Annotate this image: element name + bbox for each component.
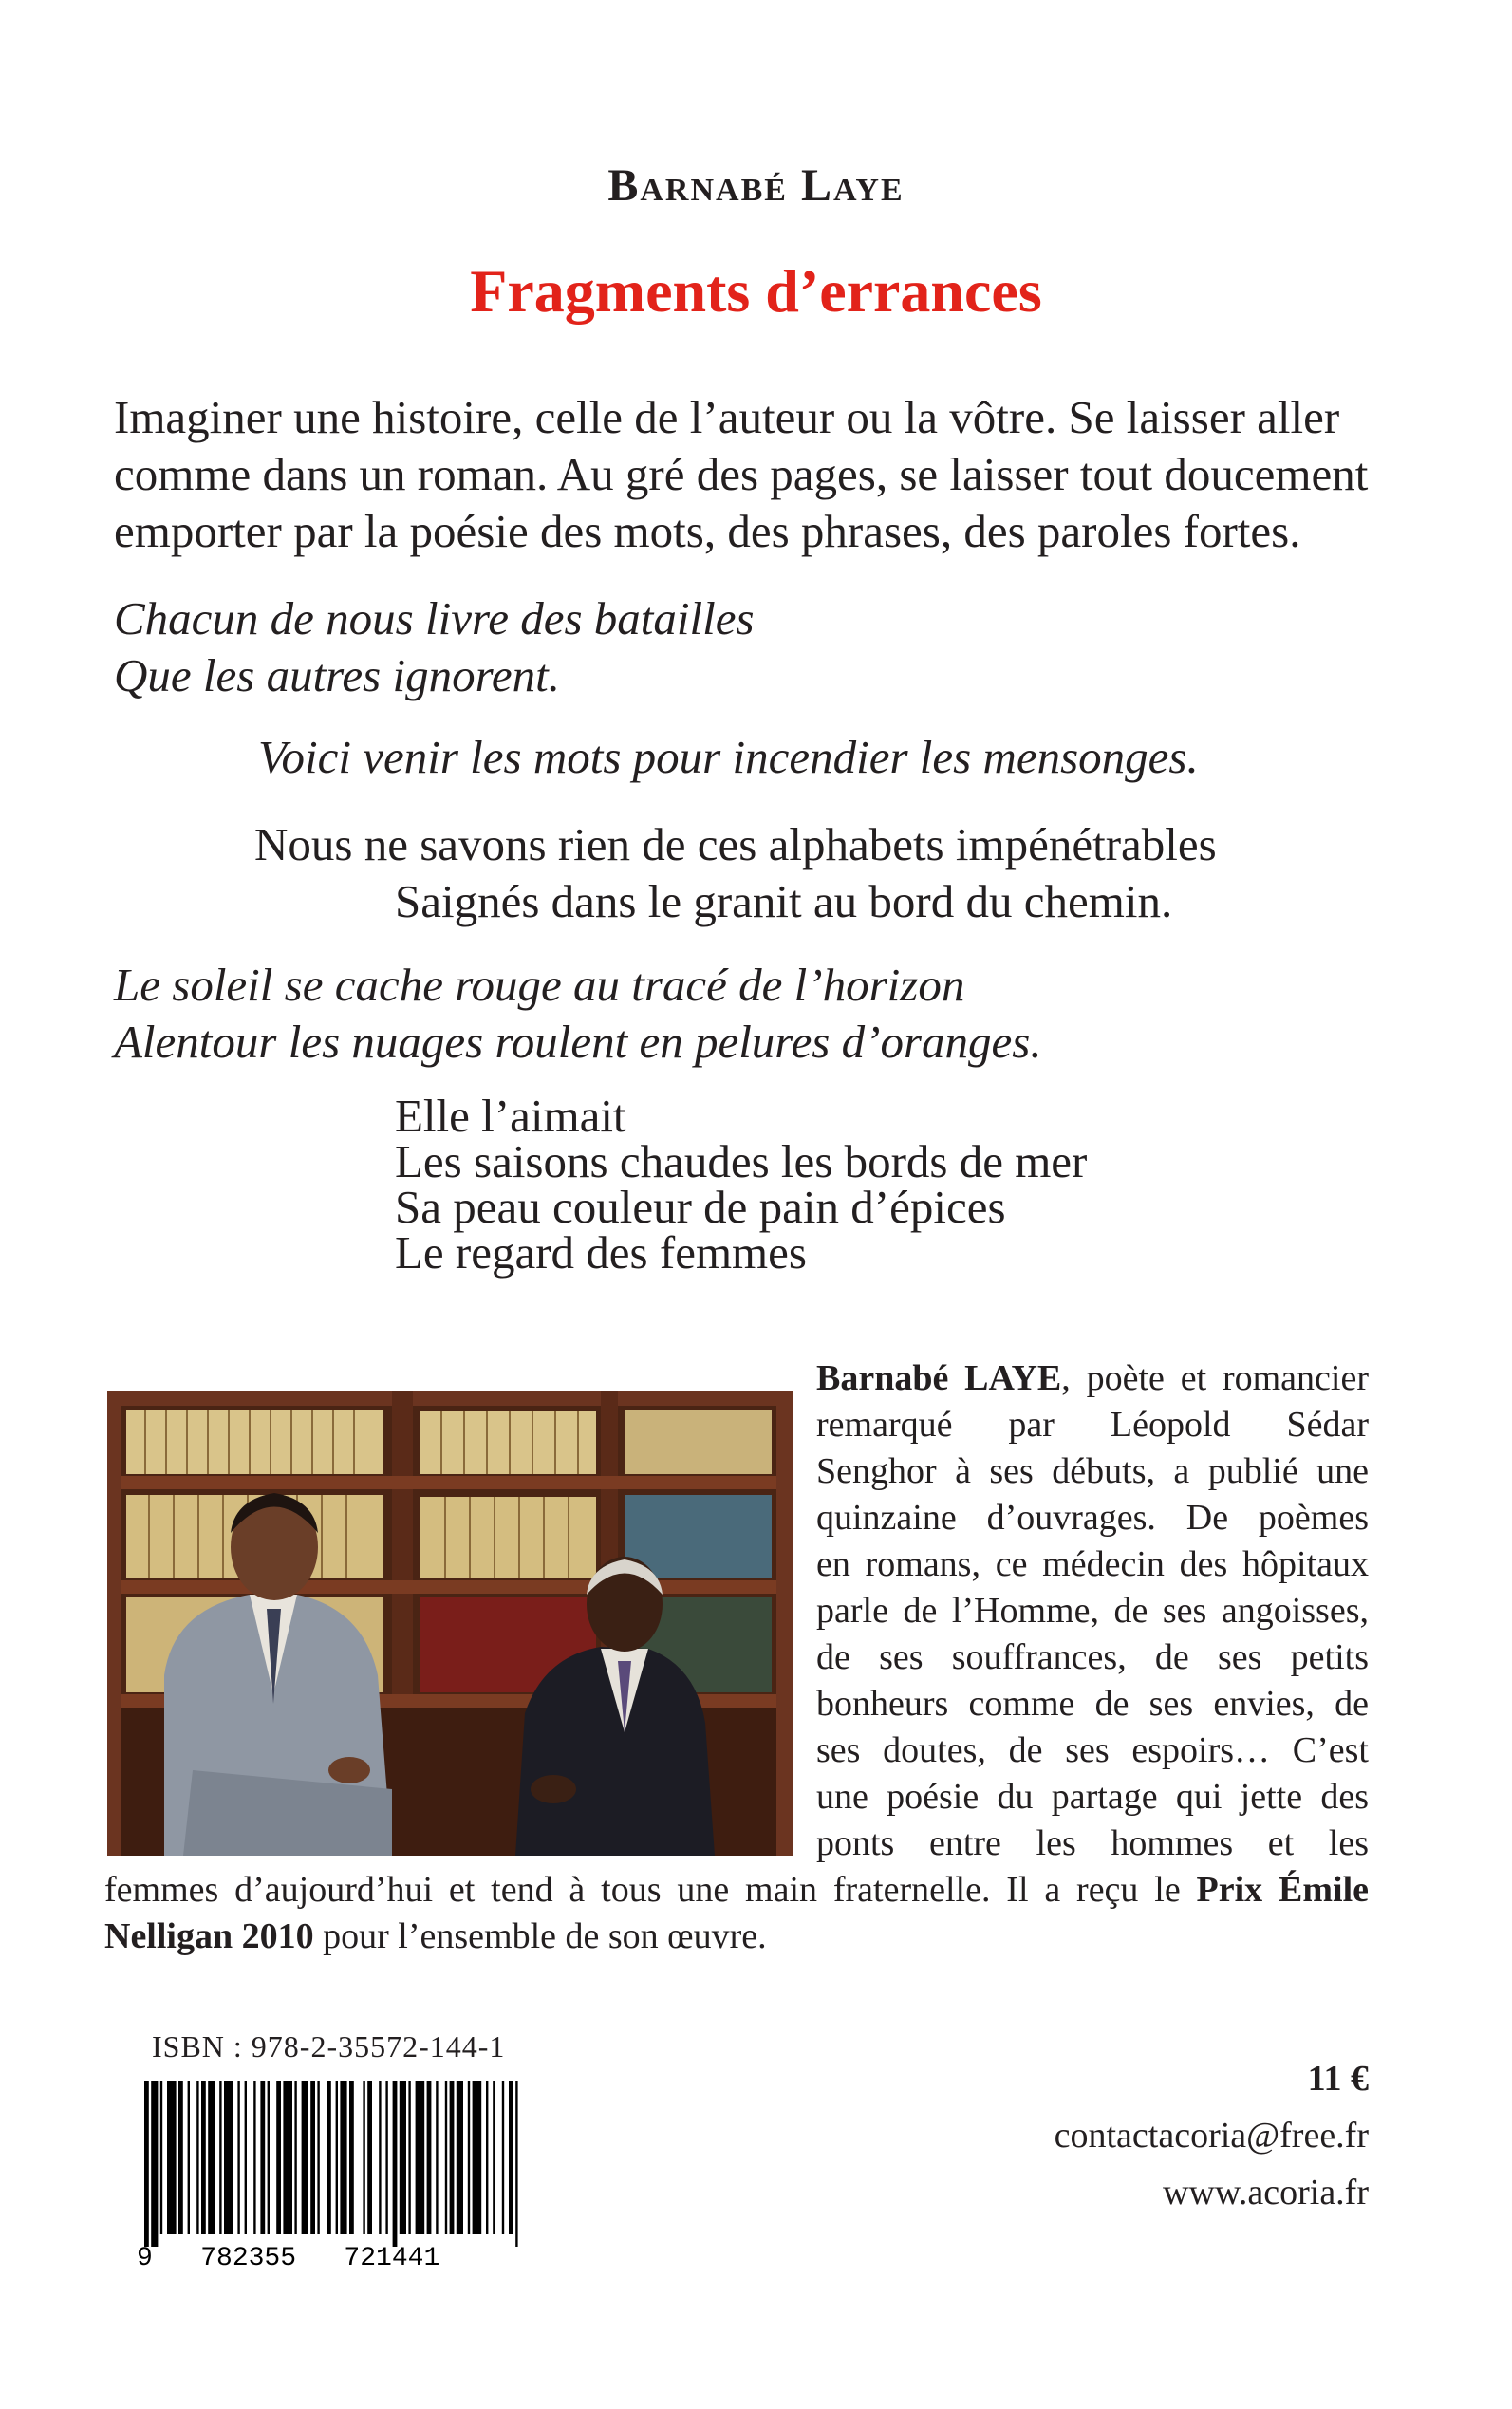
barcode-bar (224, 2081, 233, 2234)
bio-line: de ses souffrances, de ses petits (816, 1637, 1369, 1677)
bio-text: , poète et romancier (1061, 1358, 1369, 1398)
price: 11 € (1307, 2059, 1369, 2099)
bio-author-name: Barnabé LAYE (816, 1358, 1062, 1398)
barcode-bar (167, 2081, 177, 2234)
barcode-bar (340, 2081, 346, 2234)
barcode (133, 2081, 532, 2270)
poem-stanza-1 (114, 590, 755, 704)
poem-line: Nous ne savons rien de ces alphabets impénétrables (254, 818, 1217, 870)
barcode-bar (260, 2081, 265, 2234)
barcode-bar (302, 2081, 308, 2234)
barcode-bar (450, 2081, 455, 2234)
poem-stanza-4 (114, 957, 1042, 1071)
barcode-digits: 9 782355 721441 (137, 2244, 440, 2270)
bio-line: quinzaine d’ouvrages. De poèmes (816, 1498, 1369, 1538)
barcode-bar (457, 2081, 463, 2234)
poem-line: Que les autres ignorent. (114, 649, 560, 701)
barcode-bar (160, 2081, 162, 2234)
barcode-bar (367, 2081, 372, 2234)
barcode-bar (349, 2081, 354, 2234)
barcode-bar (445, 2081, 447, 2234)
author-photo (107, 1391, 793, 1856)
bio-text: pour l’ensemble de son œuvre. (313, 1916, 767, 1956)
barcode-bar (468, 2081, 470, 2234)
barcode-bar (379, 2081, 381, 2234)
barcode-bar (416, 2081, 425, 2234)
bio-line: bonheurs comme de ses envies, de (816, 1684, 1369, 1724)
barcode-bar (473, 2081, 482, 2234)
bio-line: ses doutes, de ses espoirs… C’est (816, 1730, 1369, 1770)
barcode-bar (283, 2081, 292, 2234)
barcode-bar (493, 2081, 495, 2234)
barcode-bar (336, 2081, 338, 2234)
barcode-bar (310, 2081, 315, 2234)
barcode-bar (515, 2081, 517, 2247)
bio-line (104, 1914, 1369, 1960)
barcode-bar (245, 2081, 247, 2234)
barcode-bar (436, 2081, 438, 2234)
barcode-bar (276, 2081, 281, 2234)
barcode-bar (151, 2081, 158, 2247)
bio-line (104, 1867, 1369, 1914)
barcode-bar (408, 2081, 410, 2234)
poem-line: Voici venir les mots pour incendier les mensonges. (258, 731, 1199, 783)
barcode-bar (196, 2081, 198, 2234)
bio-line: Senghor à ses débuts, a publié une (816, 1451, 1369, 1491)
barcode-bar (363, 2081, 364, 2234)
intro-line: emporter par la poésie des mots, des phrases, des paroles fortes. (114, 505, 1301, 557)
barcode-bar (178, 2081, 183, 2234)
bio-line (816, 1355, 1369, 1402)
poem-line: Les saisons chaudes les bords de mer (395, 1135, 1088, 1187)
barcode-bar (268, 2081, 270, 2234)
bio-prize: Nelligan 2010 (104, 1916, 314, 1956)
poem-line: Chacun de nous livre des batailles (114, 592, 755, 644)
bio-line: remarqué par Léopold Sédar (816, 1405, 1369, 1445)
poem-line: Elle l’aimait (395, 1090, 626, 1142)
poem-line: Alentour les nuages roulent en pelures d’oranges. (114, 1016, 1042, 1068)
bio-text: femmes d’aujourd’hui et tend à tous une main fraternelle. Il a reçu le (104, 1870, 1197, 1910)
website: www.acoria.fr (1163, 2173, 1369, 2213)
barcode-bar (502, 2081, 504, 2234)
author-name: Barnabé Laye (607, 160, 905, 211)
barcode-bar (486, 2081, 488, 2234)
contact-email: contactacoria@free.fr (1054, 2116, 1369, 2156)
intro-paragraph (114, 389, 1368, 560)
barcode-bar (253, 2081, 255, 2234)
barcode-bar (393, 2081, 398, 2247)
poem-stanza-3 (254, 816, 1217, 930)
barcode-bar (327, 2081, 331, 2234)
barcode-bar (317, 2081, 319, 2234)
barcode-bar (509, 2081, 513, 2234)
barcode-bar (385, 2081, 387, 2234)
bio-line: ponts entre les hommes et les (816, 1823, 1369, 1863)
poem-stanza-5 (395, 1090, 1088, 1279)
barcode-bar (201, 2081, 206, 2234)
poem-stanza-2 (258, 729, 1199, 786)
bio-prize: Prix Émile (1196, 1870, 1369, 1910)
poem-line: Sa peau couleur de pain d’épices (395, 1181, 1006, 1233)
barcode-bar (208, 2081, 215, 2234)
isbn-number: ISBN : 978-2-35572-144-1 (152, 2029, 506, 2064)
bio-line: parle de l’Homme, de ses angoisses, (816, 1591, 1369, 1631)
barcode-bar (427, 2081, 432, 2234)
poem-line: Le regard des femmes (395, 1226, 807, 1279)
barcode-bar (144, 2081, 149, 2247)
intro-line: comme dans un roman. Au gré des pages, se laisser tout doucement (114, 448, 1369, 500)
bio-line: une poésie du partage qui jette des (816, 1777, 1369, 1817)
barcode-bar (219, 2081, 221, 2234)
barcode-bar (294, 2081, 296, 2234)
intro-line: Imaginer une histoire, celle de l’auteur ou la vôtre. Se laisser aller (114, 391, 1340, 443)
barcode-bar (237, 2081, 239, 2234)
book-title: Fragments d’errances (470, 257, 1042, 325)
poem-line: Le soleil se cache rouge au tracé de l’horizon (114, 959, 965, 1011)
poem-line: Saignés dans le granit au bord du chemin. (395, 875, 1173, 927)
bio-line: en romans, ce médecin des hôpitaux (816, 1544, 1369, 1584)
barcode-bar (188, 2081, 190, 2234)
barcode-bar (400, 2081, 406, 2234)
